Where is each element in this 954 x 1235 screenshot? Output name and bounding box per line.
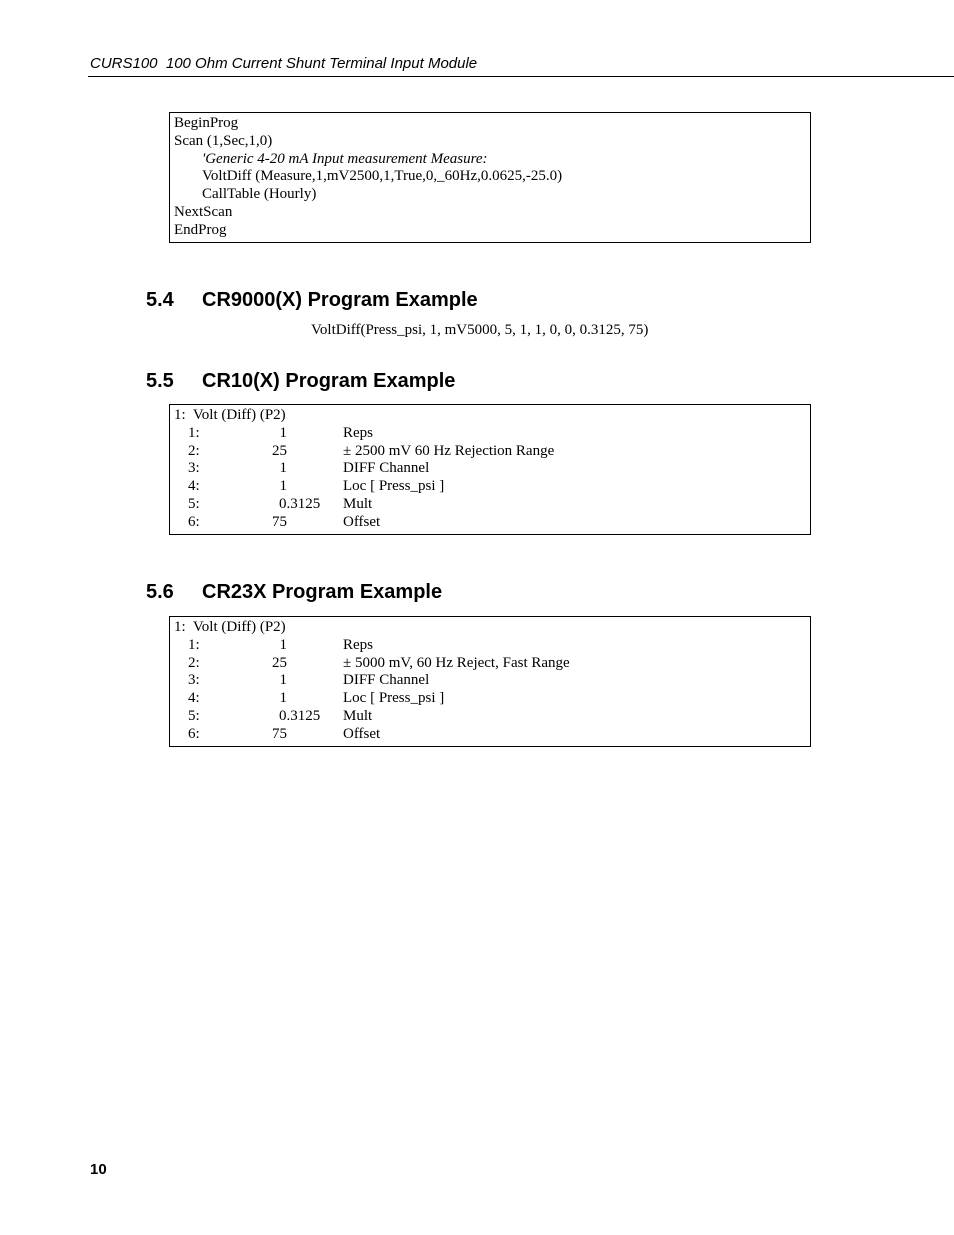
param-description: Offset	[343, 725, 381, 742]
page-number: 10	[90, 1161, 107, 1178]
section-heading-5-5	[146, 370, 455, 393]
instruction-line: 1: Volt (Diff) (P2)	[174, 619, 286, 635]
cr10-program-box	[169, 404, 811, 535]
param-row	[174, 672, 806, 690]
param-description: Offset	[343, 513, 381, 530]
param-value: 1	[279, 424, 287, 441]
code-line: VoltDiff (Measure,1,mV2500,1,True,0,_60Hz,0.0625,-25.0)	[202, 168, 563, 185]
instruction-line: 1: Volt (Diff) (P2)	[174, 407, 286, 423]
param-description: DIFF Channel	[343, 460, 430, 477]
param-row	[174, 443, 806, 461]
param-description: Loc [ Press_psi ]	[343, 478, 445, 495]
section-number: 5.4	[146, 289, 174, 311]
running-header-title: CURS100 100 Ohm Current Shunt Terminal Input Module	[90, 55, 478, 72]
param-description: ± 5000 mV, 60 Hz Reject, Fast Range	[343, 654, 570, 671]
param-index: 5:	[188, 707, 200, 724]
param-value: 25	[272, 442, 287, 459]
param-value: 1	[279, 636, 287, 653]
param-row	[174, 655, 806, 673]
param-index: 4:	[188, 478, 200, 495]
section-title: CR10(X) Program Example	[202, 370, 456, 392]
param-description: Reps	[343, 424, 373, 441]
param-index: 6:	[188, 513, 200, 530]
cr9000-code-line: VoltDiff(Press_psi, 1, mV5000, 5, 1, 1, 0, 0, 0.3125, 75)	[311, 322, 649, 338]
section-heading-5-4	[146, 289, 478, 312]
param-value: 1	[279, 672, 287, 689]
param-value: 0.3125	[279, 707, 321, 724]
param-row	[174, 637, 806, 655]
param-index: 1:	[188, 636, 200, 653]
code-line: CallTable (Hourly)	[202, 186, 317, 203]
code-line: BeginProg	[174, 115, 239, 131]
code-line: Scan (1,Sec,1,0)	[174, 132, 273, 149]
param-row	[174, 708, 806, 726]
section-number: 5.6	[146, 581, 174, 603]
param-index: 5:	[188, 495, 200, 512]
param-row	[174, 496, 806, 514]
param-value: 0.3125	[279, 495, 321, 512]
param-value: 75	[272, 513, 287, 530]
param-description: ± 2500 mV 60 Hz Rejection Range	[343, 442, 555, 459]
cr23x-program-box	[169, 616, 811, 747]
code-line: EndProg	[174, 221, 227, 238]
param-row	[174, 726, 806, 744]
param-index: 3:	[188, 460, 200, 477]
param-value: 1	[279, 460, 287, 477]
section-heading-5-6	[146, 581, 442, 604]
param-index: 2:	[188, 654, 200, 671]
param-index: 2:	[188, 442, 200, 459]
param-description: Mult	[343, 707, 373, 724]
crbasic-program-box	[169, 112, 811, 243]
code-line: NextScan	[174, 203, 233, 220]
param-description: Mult	[343, 495, 373, 512]
section-title: CR9000(X) Program Example	[202, 289, 478, 311]
param-row	[174, 425, 806, 443]
param-index: 1:	[188, 424, 200, 441]
param-row	[174, 460, 806, 478]
param-index: 4:	[188, 690, 200, 707]
section-title: CR23X Program Example	[202, 581, 443, 603]
param-row	[174, 478, 806, 496]
param-description: DIFF Channel	[343, 672, 430, 689]
param-description: Reps	[343, 636, 373, 653]
param-value: 75	[272, 725, 287, 742]
param-row	[174, 514, 806, 532]
header-rule	[88, 76, 954, 77]
param-index: 3:	[188, 672, 200, 689]
param-value: 1	[279, 478, 287, 495]
param-value: 25	[272, 654, 287, 671]
param-value: 1	[279, 690, 287, 707]
param-row	[174, 690, 806, 708]
param-description: Loc [ Press_psi ]	[343, 690, 445, 707]
section-number: 5.5	[146, 370, 174, 392]
code-comment-line: 'Generic 4-20 mA Input measurement Measure:	[202, 150, 488, 167]
param-index: 6:	[188, 725, 200, 742]
